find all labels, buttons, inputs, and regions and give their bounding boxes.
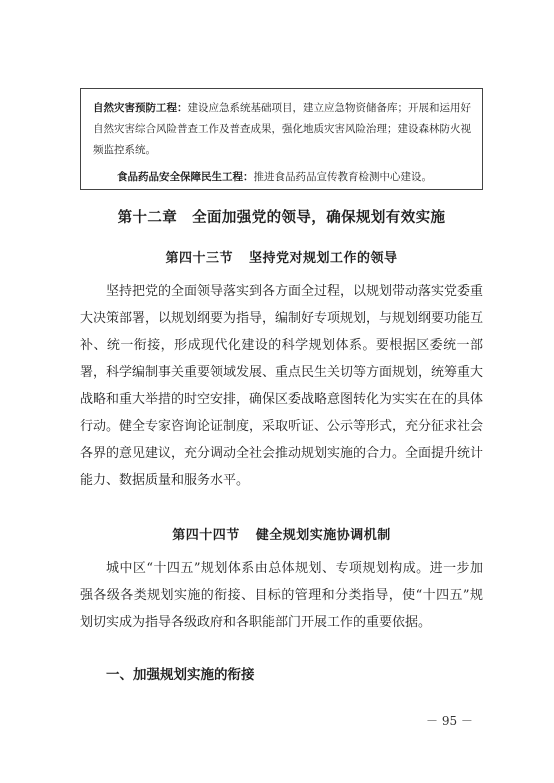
page-number: － 95 － [426, 714, 473, 728]
section-43-title: 坚持党对规划工作的领导 [249, 251, 398, 266]
callout-item-disaster [93, 98, 478, 161]
callout-item-food-safety-text: 推进食品药品宣传教育检测中心建设。 [253, 171, 432, 183]
callout-item-food-safety [93, 167, 478, 188]
section-44-paragraph: 城中区“十四五”规划体系由总体规划、专项规划构成。进一步加强各级各类规划实施的衔接、目标的管理和分类指导，使“十四五”规划切实成为指导各级政府和各职能部门开展工作的重要依据。 [80, 561, 483, 630]
section-43-number: 第四十三节 [165, 251, 233, 266]
section-44-number: 第四十四节 [172, 528, 240, 543]
subheading: 一、加强规划实施的衔接 [106, 667, 255, 683]
section-43-heading [80, 247, 483, 266]
section-44-heading [80, 524, 483, 543]
callout-box [80, 88, 483, 190]
callout-item-food-safety-title: 食品药品安全保障民生工程： [117, 171, 254, 183]
section-43-paragraph: 坚持把党的全面领导落实到各方面全过程，以规划带动落实党委重大决策部署，以规划纲要为指导，编制好专项规划，与规划纲要功能互补、统一衔接，形成现代化建设的科学规划体系。要根据区委统一部署，科学编制事关重要领域发展、重点民生关切等方面规划，统筹重大战略和重大举措的时空安排，确保区委战略意图转化为实实在在的具体行动。健全专家咨询论证制度，采取听证、公示等形式，充分征求社会各界的意见建议，充分调动全社会推动规划实施的合力。全面提升统计能力、数据质量和服务水平。 [80, 284, 484, 488]
chapter-title: 第十二章 全面加强党的领导，确保规划有效实施 [117, 210, 446, 226]
callout-item-disaster-title: 自然灾害预防工程： [93, 102, 188, 114]
section-44-title: 健全规划实施协调机制 [255, 528, 391, 543]
callout-item-disaster-text: 建设应急系统基础项目，建立应急物资储备库；开展和运用好自然灾害综合风险普查工作及普查成果，强化地质灾害风险治理；建设森林防火视频监控系统。 [93, 102, 471, 156]
